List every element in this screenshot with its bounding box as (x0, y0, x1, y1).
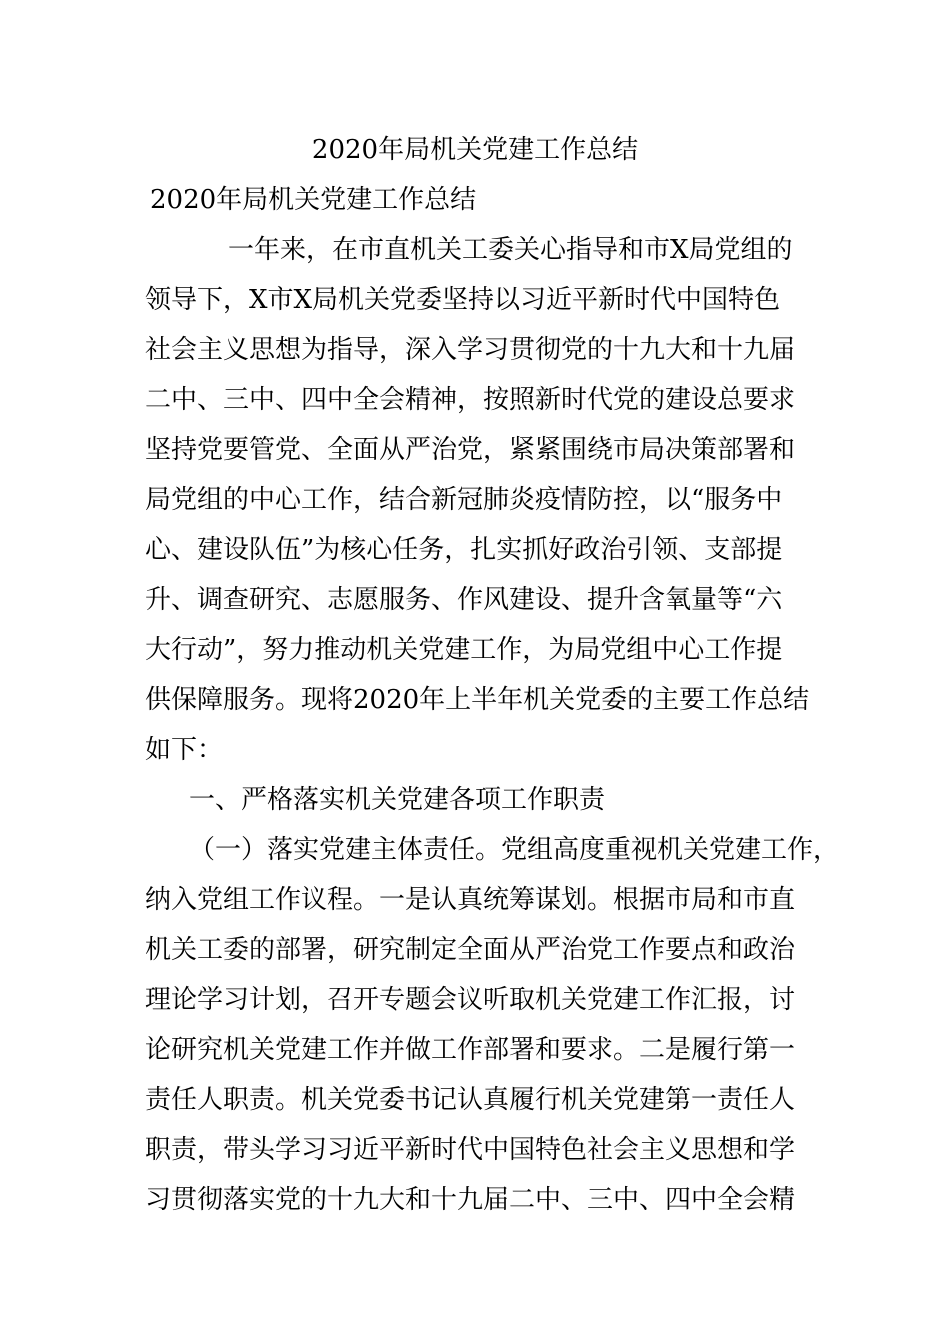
paragraph-line: 心、建设队伍”为核心任务，扎实抓好政治引领、支部提 (145, 535, 783, 565)
paragraph-line: 局党组的中心工作，结合新冠肺炎疫情防控，以“服务中 (145, 485, 783, 515)
paragraph-line: 论研究机关党建工作并做工作部署和要求。二是履行第一 (145, 1035, 796, 1065)
paragraph-line: 如下： (145, 735, 224, 765)
paragraph-line: （一）落实党建主体责任。党组高度重视机关党建工作， (189, 835, 840, 865)
paragraph-line: 坚持党要管党、全面从严治党，紧紧围绕市局决策部署和 (145, 435, 796, 465)
paragraph-line: 习贯彻落实党的十九大和十九届二中、三中、四中全会精 (145, 1185, 796, 1215)
paragraph-line: 升、调查研究、志愿服务、作风建设、提升含氧量等“六 (145, 585, 783, 615)
paragraph-line: 一年来，在市直机关工委关心指导和市X局党组的 (228, 235, 793, 265)
paragraph-line: 机关工委的部署，研究制定全面从严治党工作要点和政治 (145, 935, 796, 965)
paragraph-line: 职责，带头学习习近平新时代中国特色社会主义思想和学 (145, 1135, 796, 1165)
section-heading: 一、严格落实机关党建各项工作职责 (189, 785, 606, 815)
paragraph-line: 大行动”，努力推动机关党建工作，为局党组中心工作提 (145, 635, 783, 665)
paragraph-line: 理论学习计划，召开专题会议听取机关党建工作汇报，讨 (145, 985, 796, 1015)
document-title: 2020年局机关党建工作总结 (311, 135, 639, 165)
document-subtitle: 2020年局机关党建工作总结 (150, 185, 477, 215)
paragraph-line: 纳入党组工作议程。一是认真统筹谋划。根据市局和市直 (145, 885, 796, 915)
paragraph-line: 二中、三中、四中全会精神，按照新时代党的建设总要求 (145, 385, 796, 415)
paragraph-line: 领导下，X市X局机关党委坚持以习近平新时代中国特色 (145, 285, 781, 315)
paragraph-line: 责任人职责。机关党委书记认真履行机关党建第一责任人 (145, 1085, 796, 1115)
paragraph-line: 供保障服务。现将2020年上半年机关党委的主要工作总结 (145, 685, 810, 715)
paragraph-line: 社会主义思想为指导，深入学习贯彻党的十九大和十九届 (145, 335, 796, 365)
